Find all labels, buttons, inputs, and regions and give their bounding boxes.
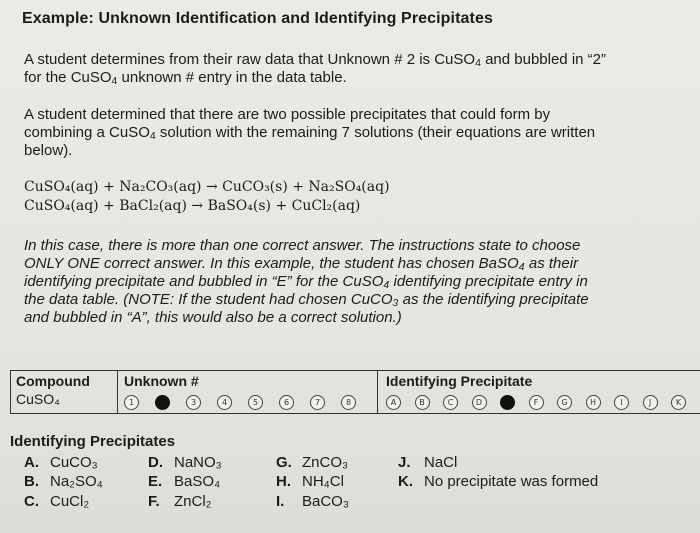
answer-bubble-h[interactable]: H (586, 395, 601, 410)
option-letter: I. (276, 493, 285, 510)
compound-header: Compound (16, 373, 90, 389)
answer-bubble-k[interactable]: K (671, 395, 686, 410)
answer-bubble-c[interactable]: C (443, 395, 458, 410)
option-letter: H. (276, 473, 291, 490)
page-title: Example: Unknown Identification and Identifying Precipitates (22, 10, 493, 27)
option-j (398, 454, 457, 471)
option-text: CuCO₃ (50, 454, 98, 471)
option-letter: J. (398, 454, 411, 471)
option-letter: B. (24, 473, 39, 490)
option-text: ZnCl₂ (174, 493, 212, 510)
para2-text: solution with the remaining 7 solutions (their equations are written (155, 124, 596, 141)
option-d (148, 454, 222, 471)
option-b (24, 473, 103, 490)
precipitate-header: Identifying Precipitate (386, 373, 533, 389)
answer-bubble-i[interactable]: I (614, 395, 629, 410)
option-h (276, 473, 344, 490)
option-text: NaCl (424, 454, 458, 471)
option-text: Na₂SO₄ (50, 473, 103, 490)
paragraph-1 (24, 51, 674, 87)
answer-bubble-8[interactable]: 8 (341, 395, 356, 410)
id-precipitates-heading: Identifying Precipitates (10, 433, 176, 450)
equation-1: CuSO₄(aq) + Na₂CO₃(aq) → CuCO₃(s) + Na₂SO₄(aq) (24, 179, 390, 195)
option-e (148, 473, 220, 490)
answer-bubble-d[interactable]: D (472, 395, 487, 410)
column-divider (377, 371, 378, 413)
answer-bubble-5[interactable]: 5 (248, 395, 263, 410)
paragraph-2 (24, 106, 674, 160)
option-letter: D. (148, 454, 163, 471)
answer-bubble-f[interactable]: F (529, 395, 544, 410)
option-letter: K. (398, 473, 413, 490)
option-a (24, 454, 98, 471)
para3-line: ONLY ONE correct answer. In this example, the student has chosen BaSO₄ as their (24, 255, 579, 272)
answer-bubble-3[interactable]: 3 (186, 395, 201, 410)
unknown-header: Unknown # (124, 373, 199, 389)
answer-bubble-4[interactable]: 4 (217, 395, 232, 410)
option-f (148, 493, 212, 510)
option-g (276, 454, 348, 471)
option-text: BaCO₃ (302, 493, 349, 510)
subscript: 4 (475, 57, 481, 69)
answer-bubble-6[interactable]: 6 (279, 395, 294, 410)
paragraph-3 (24, 237, 674, 327)
para1-text: for the CuSO (24, 69, 112, 86)
option-text: No precipitate was formed (424, 473, 599, 490)
answer-bubble-7[interactable]: 7 (310, 395, 325, 410)
para3-line: the data table. (NOTE: If the student had chosen CuCO₃ as the identifying precipitate (24, 291, 589, 308)
column-divider (117, 371, 118, 413)
answer-bubble-g[interactable]: G (557, 395, 572, 410)
option-letter: A. (24, 454, 39, 471)
compound-value: CuSO₄ (16, 391, 60, 407)
para1-text: unknown # entry in the data table. (117, 69, 347, 86)
para3-line: identifying precipitate and bubbled in “E” for the CuSO₄ identifying precipitate entry in (24, 273, 588, 290)
para3-line: In this case, there is more than one correct answer. The instructions state to choose (24, 237, 581, 254)
answer-bubble-b[interactable]: B (415, 395, 430, 410)
option-i (276, 493, 349, 510)
answer-bubble-j[interactable]: J (643, 395, 658, 410)
option-letter: G. (276, 454, 292, 471)
subscript: 4 (149, 130, 156, 142)
para2-text: combining a CuSO (24, 124, 150, 141)
option-text: NH₄Cl (302, 473, 344, 490)
answer-bubble-a[interactable]: A (386, 395, 401, 410)
para2-line: below). (24, 142, 73, 159)
answer-bubble-e[interactable]: E (500, 395, 515, 410)
option-letter: C. (24, 493, 39, 510)
para3-line: and bubbled in “A”, this would also be a correct solution.) (24, 309, 402, 326)
option-k (398, 473, 598, 490)
option-text: NaNO₃ (174, 454, 222, 471)
option-c (24, 493, 89, 510)
answer-bubble-1[interactable]: 1 (124, 395, 139, 410)
para1-text: and bubbled in “2” (480, 51, 606, 68)
option-letter: F. (148, 493, 160, 510)
option-letter: E. (148, 473, 163, 490)
option-text: CuCl₂ (50, 493, 90, 510)
equation-2: CuSO₄(aq) + BaCl₂(aq) → BaSO₄(s) + CuCl₂(aq) (24, 198, 361, 214)
para2-line: A student determined that there are two possible precipitates that could form by (24, 106, 551, 123)
option-text: BaSO₄ (174, 473, 221, 490)
subscript: 4 (111, 75, 118, 87)
option-text: ZnCO₃ (302, 454, 349, 471)
para1-text: A student determines from their raw data that Unknown # 2 is CuSO (24, 51, 476, 68)
answer-bubble-2[interactable]: 2 (155, 395, 170, 410)
